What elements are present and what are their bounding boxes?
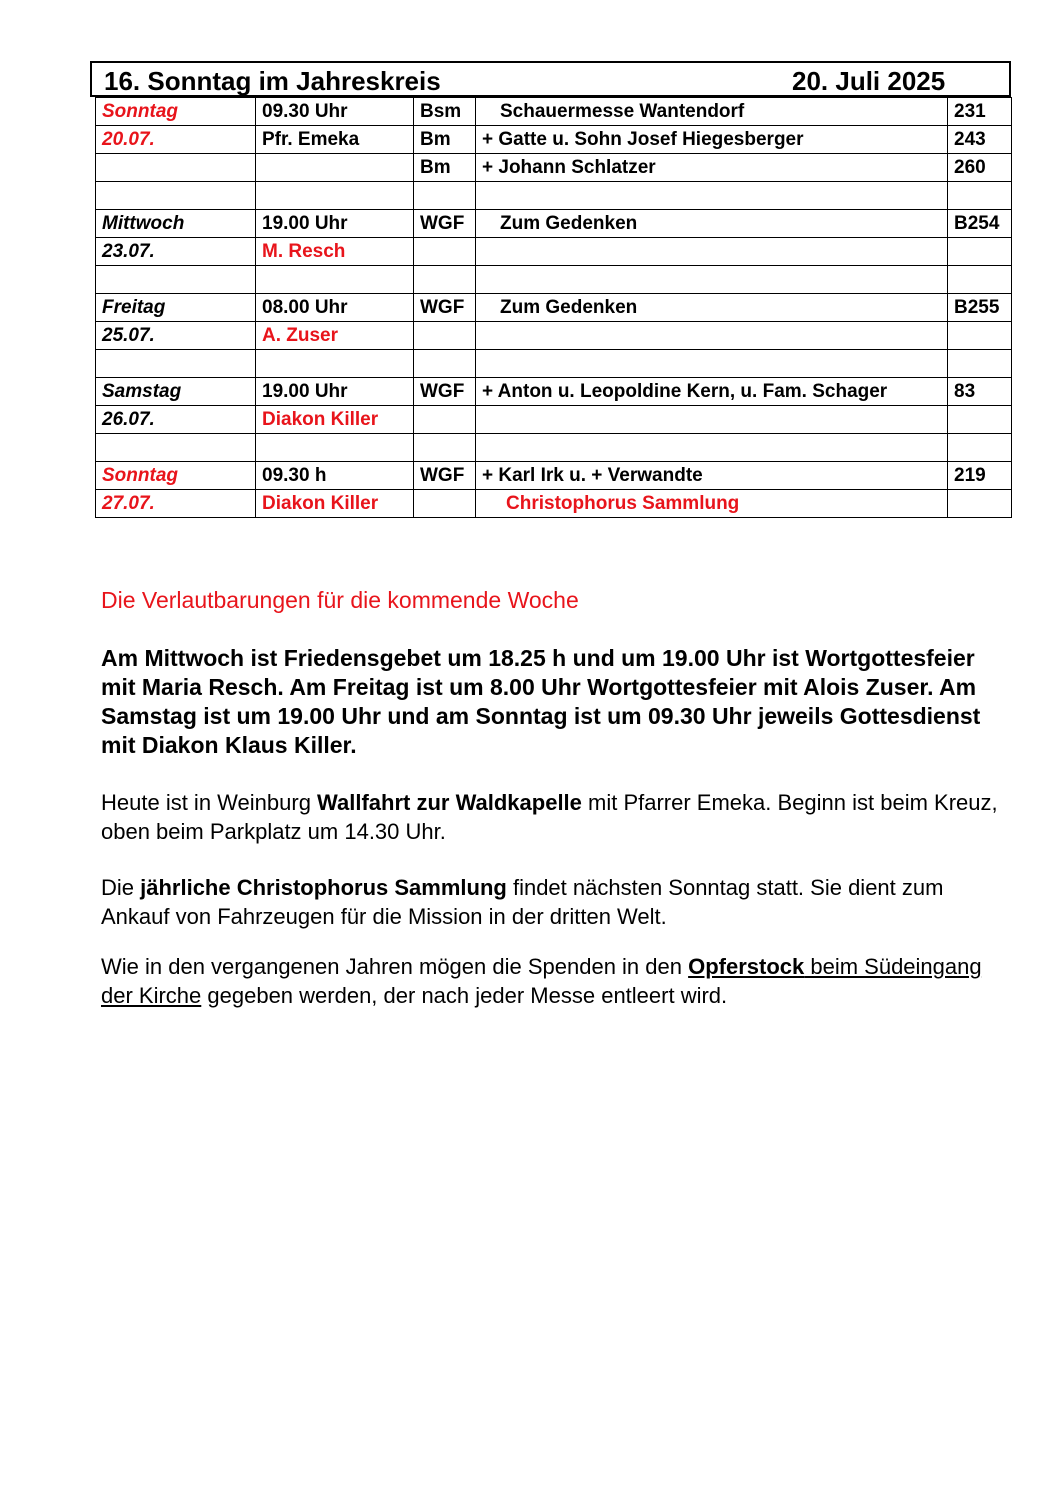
cell-type: Bm [414, 126, 476, 154]
schedule-table [95, 97, 1012, 518]
notice-text: gegeben werden, der nach jeder Messe entleert wird. [201, 983, 728, 1008]
cell-time: Diakon Killer [256, 490, 414, 518]
cell-type [414, 322, 476, 350]
table-row [96, 406, 1012, 434]
table-row [96, 182, 1012, 210]
table-row [96, 154, 1012, 182]
table-row [96, 98, 1012, 126]
cell-intent [476, 238, 948, 266]
notice-donations [101, 952, 1001, 1010]
cell-num: 260 [948, 154, 1012, 182]
cell-day: Samstag [96, 378, 256, 406]
cell-intent: Christophorus Sammlung [476, 490, 948, 518]
cell-day [96, 182, 256, 210]
cell-time [256, 350, 414, 378]
cell-num [948, 266, 1012, 294]
cell-day [96, 154, 256, 182]
notice-text: mit Pfarrer Emeka. Beginn ist beim Kreuz, oben beim Parkplatz um 14.30 Uhr. [101, 790, 998, 844]
notice-collection [101, 873, 1001, 931]
header-date: 20. Juli 2025 [792, 66, 946, 96]
cell-time: Pfr. Emeka [256, 126, 414, 154]
cell-day: Sonntag [96, 462, 256, 490]
cell-time: M. Resch [256, 238, 414, 266]
cell-time: 09.30 h [256, 462, 414, 490]
cell-day: 23.07. [96, 238, 256, 266]
cell-day: 26.07. [96, 406, 256, 434]
cell-intent: + Johann Schlatzer [476, 154, 948, 182]
notice-highlight: Wallfahrt zur Waldkapelle [317, 790, 582, 815]
cell-time [256, 182, 414, 210]
notice-highlight: Opferstock [688, 954, 805, 979]
cell-time: A. Zuser [256, 322, 414, 350]
table-row [96, 266, 1012, 294]
cell-day: 20.07. [96, 126, 256, 154]
cell-type: Bsm [414, 98, 476, 126]
cell-time [256, 266, 414, 294]
table-row [96, 462, 1012, 490]
cell-time: 08.00 Uhr [256, 294, 414, 322]
table-row [96, 210, 1012, 238]
cell-intent: + Karl Irk u. + Verwandte [476, 462, 948, 490]
notice-text: findet nächsten Sonntag statt. Sie dient zum Ankauf von Fahrzeugen für die Mission in der dritten Welt. [101, 875, 944, 929]
cell-intent: Zum Gedenken [476, 294, 948, 322]
cell-intent [476, 406, 948, 434]
notice-text: Heute ist in Weinburg [101, 790, 318, 815]
cell-day [96, 350, 256, 378]
cell-intent [476, 322, 948, 350]
cell-num [948, 490, 1012, 518]
page-title: 16. Sonntag im Jahreskreis [104, 66, 441, 96]
cell-num: 231 [948, 98, 1012, 126]
cell-intent: + Gatte u. Sohn Josef Hiegesberger [476, 126, 948, 154]
cell-day: Sonntag [96, 98, 256, 126]
cell-type: WGF [414, 462, 476, 490]
table-row [96, 294, 1012, 322]
table-row [96, 126, 1012, 154]
cell-type [414, 350, 476, 378]
cell-type [414, 406, 476, 434]
cell-day [96, 266, 256, 294]
cell-time: 19.00 Uhr [256, 210, 414, 238]
notice-pilgrimage [101, 788, 1001, 846]
cell-num [948, 406, 1012, 434]
cell-num: 243 [948, 126, 1012, 154]
cell-num [948, 238, 1012, 266]
cell-num: B254 [948, 210, 1012, 238]
cell-time [256, 154, 414, 182]
cell-num: B255 [948, 294, 1012, 322]
cell-intent [476, 434, 948, 462]
cell-num: 83 [948, 378, 1012, 406]
cell-num: 219 [948, 462, 1012, 490]
cell-intent [476, 266, 948, 294]
notice-underlined: beim Südeingang der Kirche [101, 954, 982, 1008]
cell-type: Bm [414, 154, 476, 182]
cell-intent: + Anton u. Leopoldine Kern, u. Fam. Schager [476, 378, 948, 406]
cell-type: WGF [414, 294, 476, 322]
cell-type [414, 490, 476, 518]
notice-text: Wie in den vergangenen Jahren mögen die Spenden in den [101, 954, 689, 979]
table-row [96, 238, 1012, 266]
cell-num [948, 434, 1012, 462]
notices-heading: Die Verlautbarungen für die kommende Woche [101, 587, 579, 613]
cell-time [256, 434, 414, 462]
cell-type [414, 238, 476, 266]
table-row [96, 322, 1012, 350]
cell-day: 27.07. [96, 490, 256, 518]
cell-type [414, 434, 476, 462]
table-row [96, 490, 1012, 518]
cell-time: Diakon Killer [256, 406, 414, 434]
notice-text: Die [101, 875, 141, 900]
cell-type: WGF [414, 378, 476, 406]
cell-num [948, 350, 1012, 378]
cell-intent [476, 350, 948, 378]
cell-day: Mittwoch [96, 210, 256, 238]
cell-time: 09.30 Uhr [256, 98, 414, 126]
cell-day [96, 434, 256, 462]
cell-intent: Schauermesse Wantendorf [476, 98, 948, 126]
header-box [90, 61, 1011, 97]
cell-num [948, 322, 1012, 350]
cell-type [414, 182, 476, 210]
cell-type [414, 266, 476, 294]
cell-num [948, 182, 1012, 210]
cell-intent: Zum Gedenken [476, 210, 948, 238]
cell-day: Freitag [96, 294, 256, 322]
cell-day: 25.07. [96, 322, 256, 350]
cell-intent [476, 182, 948, 210]
cell-time: 19.00 Uhr [256, 378, 414, 406]
table-row [96, 350, 1012, 378]
notice-highlight: jährliche Christophorus Sammlung [140, 875, 507, 900]
table-row [96, 378, 1012, 406]
notices-summary: Am Mittwoch ist Friedensgebet um 18.25 h und um 19.00 Uhr ist Wortgottesfeier mit Maria Resch. Am Freitag ist um 8.00 Uhr Wortgottesfeier mit Alois Zuser. Am Samstag ist um 19.00 Uhr und am Sonntag ist um 09.30 Uhr jeweils Gottesdienst mit Diakon Klaus Killer. [101, 645, 981, 758]
table-row [96, 434, 1012, 462]
cell-type: WGF [414, 210, 476, 238]
